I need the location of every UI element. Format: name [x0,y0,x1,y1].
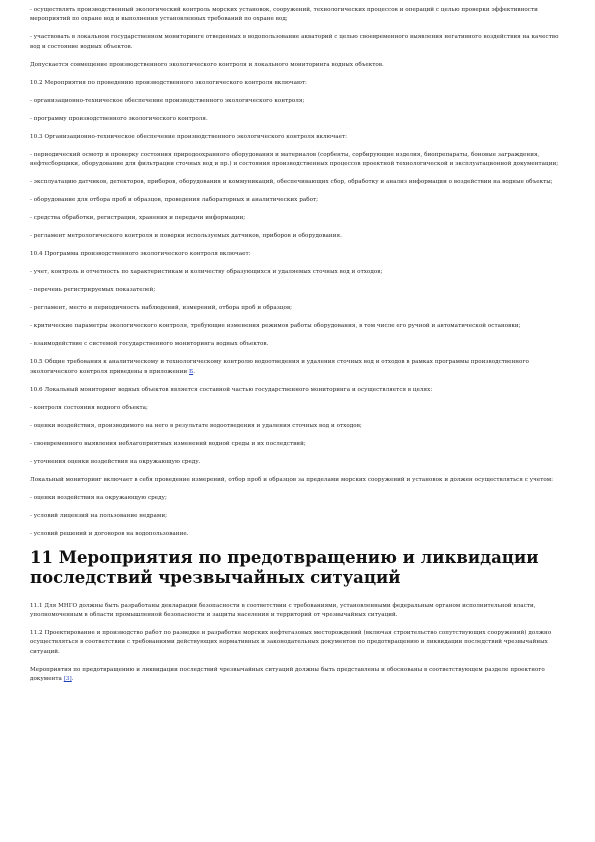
paragraph: 10.4 Программа производственного экологического контроля включает: [30,251,251,258]
paragraph: - регламент метрологического контроля и поверки используемых датчиков, приборов и оборудования. [30,233,342,240]
paragraph: - учет, контроль и отчетность по характеристикам и количеству образующихся и удаляемых сточных вод и отходов; [30,269,383,276]
section-heading: 11 Мероприятия по предотвращению и ликвидации последствий чрезвычайных ситуаций [30,547,539,587]
paragraph: 11.1 Для МНГО должны быть разработаны декларации безопасности в соответствии с требованиями, установленными федеральным органом исполнительной власти, уполномоченным в области промышленной безопасности и защиты населения и территорий от чрезвычайных ситуаций. [30,602,536,619]
paragraph: - средства обработки, регистрации, хранения и передачи информации; [30,215,246,222]
paragraph: - своевременного выявления неблагоприятных изменений водной среды и их последствий; [30,440,306,447]
paragraph: - перечень регистрируемых показателей; [30,287,156,294]
paragraph-text: . [193,368,196,375]
paragraph: Локальный мониторинг включает в себя проведение измерений, отбор проб и образцов за пределами морских сооружений и установок и должен осуществляться с учетом: [30,476,554,483]
paragraph: 10.6 Локальный мониторинг водных объектов является составной частью государственного мониторинга и осуществляется в целях: [30,386,433,393]
paragraph: - организационно-техническое обеспечение производственного экологического контроля; [30,97,305,104]
paragraph: 10.2 Мероприятия по проведению производственного экологического контроля включают: [30,79,307,86]
paragraph: - осуществлять производственный экологический контроль морских установок, сооружений, технологических процессов и операций с целью проверки эффективности мероприятий по охране вод и выполнения установленных требований по охране вод; [30,7,538,23]
document-page [30,6,568,693]
paragraph: 11.2 Проектирование и производство работ по разведке и разработке морских нефтегазовых месторождений (включая строительство сопутствующих сооружений) должно осуществляться в соответствии с требованиями действующих нормативных и законодательных документов по предотвращению и ликвидации последствий чрезвычайных ситуаций. [30,630,552,655]
paragraph: - оборудование для отбора проб и образцов, проведения лабораторных и аналитических работ; [30,197,319,204]
paragraph-10-5 [30,358,568,377]
paragraph: - условий решений и договоров на водопользование. [30,530,189,537]
paragraph-last [30,666,568,685]
paragraph: - эксплуатацию датчиков, детекторов, приборов, оборудования и коммуникаций, обеспечивающих сбор, обработку и анализ информации о воздействии на водные объекты; [30,179,553,186]
paragraph: - критические параметры экологического контроля, требующие изменения режимов работы оборудования, в том числе его ручной и автоматической остановки; [30,323,521,330]
paragraph: - регламент, место и периодичность наблюдений, измерений, отбора проб и образцов; [30,305,293,312]
paragraph: - периодический осмотр и проверку состояния природоохранного оборудования и материалов (сорбенты, сорбирующие изделия, биопрепараты, боновые заграждения, нефтесборщики, оборудование для фильтрации сточных вод и пр.) и состояния производственных процессов проектной технологической и эксплуатационной документации; [30,151,559,168]
reference-link[interactable]: [3] [63,676,72,683]
paragraph: - оценки воздействия на окружающую среду; [30,494,167,501]
paragraph: - условий лицензий на пользование недрами; [30,512,168,519]
paragraph: - оценки воздействия, производимого на него в результате водоотведения и удаления сточных вод и отходов; [30,422,362,429]
paragraph-text: . [71,676,74,683]
paragraph-text: 10.5 Общие требования к аналитическому и технологическому контролю водоотведения и удаления сточных вод и отходов в рамках программы производственного экологического контроля приведены в приложении [30,359,529,375]
paragraph: 10.3 Организационно-техническое обеспечение производственного экологического контроля включает: [30,133,348,140]
paragraph: - уточнения оценки воздействия на окружающую среду. [30,458,201,465]
paragraph: - программу производственного экологического контроля. [30,115,208,122]
paragraph: - взаимодействие с системой государственного мониторинга водных объектов. [30,341,269,348]
paragraph: - контроля состояния водного объекта; [30,404,148,411]
paragraph: - участвовать в локальном государственном мониторинге отведенных в водопользование акваторий с целью своевременного выявления негативного воздействия на качество вод и состояние водных объектов. [30,34,559,50]
paragraph: Допускается совмещение производственного экологического контроля и локального мониторинга водных объектов. [30,61,384,68]
appendix-link[interactable]: Б [189,368,194,375]
paragraph-text: Мероприятия по предотвращению и ликвидации последствий чрезвычайных ситуаций должны быть представлены и обоснованы в соответствующем разделе проектного документа [30,666,545,683]
